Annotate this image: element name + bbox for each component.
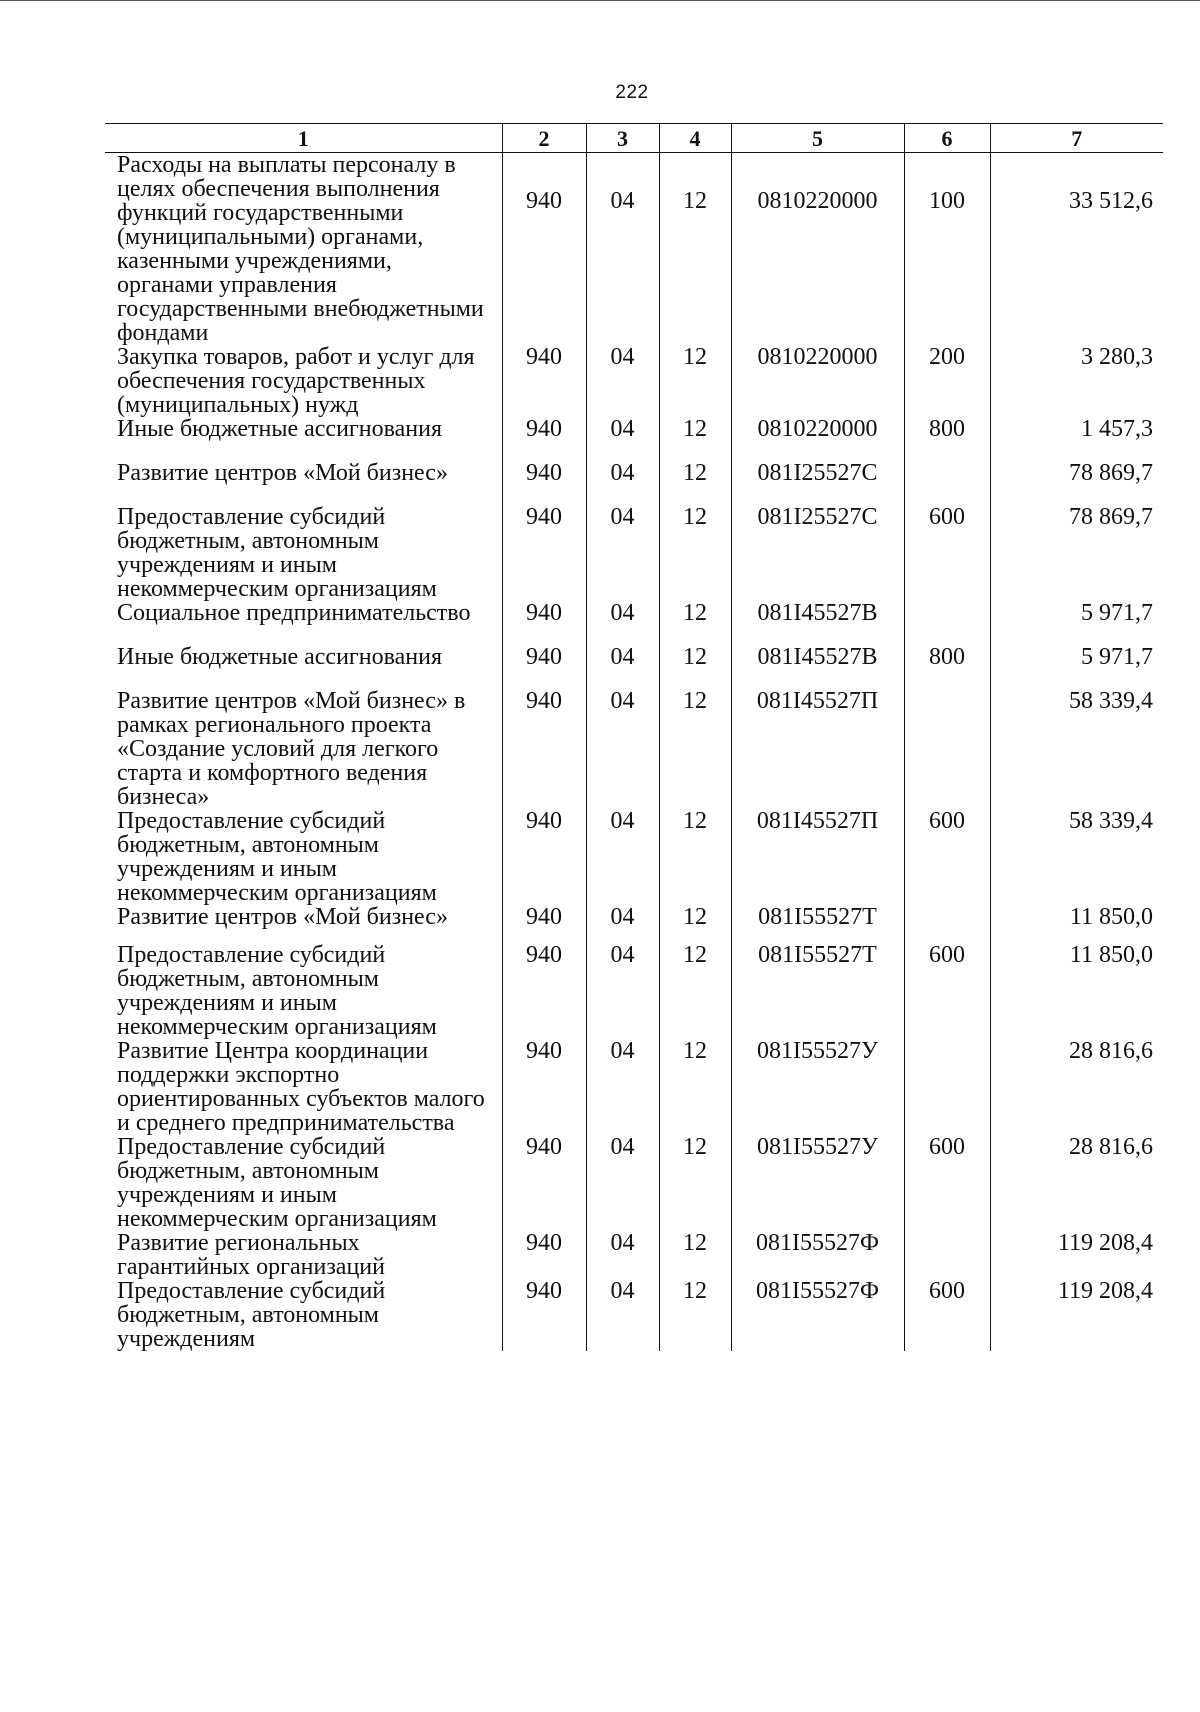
page-number: 222 [615, 82, 649, 103]
subsection-code: 12 [659, 689, 731, 809]
expense-type-code: 100 [904, 153, 990, 346]
target-article-code: 081I55527Ф [731, 1231, 904, 1279]
column-header: 4 [659, 124, 731, 153]
target-article-code: 081I45527B [731, 645, 904, 689]
target-article-code: 081I55527У [731, 1135, 904, 1231]
ministry-code: 940 [502, 417, 586, 461]
section-code: 04 [586, 417, 659, 461]
section-code: 04 [586, 689, 659, 809]
expense-type-code: 800 [904, 645, 990, 689]
section-code: 04 [586, 1039, 659, 1135]
expense-name: Предоставление субсидий бюджетным, автономным учреждениям и иным некоммерческим организациям [117, 808, 437, 906]
ministry-code: 940 [502, 1135, 586, 1231]
expense-name: Расходы на выплаты персоналу в целях обеспечения выполнения функций государственными (муниципальными) органами, казенными учреждениями, органами управления государственными внебюджетными фондами [117, 152, 484, 346]
target-article-code: 081I55527T [731, 905, 904, 943]
table-row [105, 417, 1163, 461]
table-row [105, 601, 1163, 645]
expense-name: Предоставление субсидий бюджетным, автономным учреждениям и иным некоммерческим организациям [117, 504, 437, 602]
target-article-code: 081I55527T [731, 943, 904, 1039]
ministry-code: 940 [502, 1279, 586, 1351]
subsection-code: 12 [659, 601, 731, 645]
target-article-code: 081I45527П [731, 689, 904, 809]
amount: 11 850,0 [990, 905, 1163, 943]
ministry-code: 940 [502, 943, 586, 1039]
ministry-code: 940 [502, 505, 586, 601]
expense-name: Развитие центров «Мой бизнес» в рамках регионального проекта «Создание условий для легкого старта и комфортного ведения бизнеса» [117, 688, 466, 810]
subsection-code: 12 [659, 1135, 731, 1231]
subsection-code: 12 [659, 809, 731, 905]
subsection-code: 12 [659, 461, 731, 505]
subsection-code: 12 [659, 1231, 731, 1279]
amount: 3 280,3 [990, 345, 1163, 417]
expense-type-code: 600 [904, 943, 990, 1039]
amount: 58 339,4 [990, 689, 1163, 809]
table-row [105, 345, 1163, 417]
table-row [105, 809, 1163, 905]
section-code: 04 [586, 153, 659, 346]
budget-table [105, 123, 1163, 1351]
table-row [105, 153, 1163, 346]
table-row [105, 505, 1163, 601]
expense-type-code [904, 689, 990, 809]
column-header: 3 [586, 124, 659, 153]
subsection-code: 12 [659, 943, 731, 1039]
expense-type-code: 600 [904, 1279, 990, 1351]
target-article-code: 0810220000 [731, 153, 904, 346]
expense-name: Предоставление субсидий бюджетным, автономным учреждениям и иным некоммерческим организациям [117, 942, 437, 1040]
section-code: 04 [586, 345, 659, 417]
target-article-code: 081I55527У [731, 1039, 904, 1135]
section-code: 04 [586, 1279, 659, 1351]
expense-type-code [904, 905, 990, 943]
expense-type-code: 600 [904, 1135, 990, 1231]
column-header: 6 [904, 124, 990, 153]
expense-type-code [904, 461, 990, 505]
section-code: 04 [586, 601, 659, 645]
amount: 33 512,6 [990, 153, 1163, 346]
section-code: 04 [586, 505, 659, 601]
ministry-code: 940 [502, 809, 586, 905]
table-row [105, 943, 1163, 1039]
amount: 1 457,3 [990, 417, 1163, 461]
subsection-code: 12 [659, 1039, 731, 1135]
expense-type-code: 800 [904, 417, 990, 461]
column-header: 5 [731, 124, 904, 153]
subsection-code: 12 [659, 345, 731, 417]
target-article-code: 081I45527П [731, 809, 904, 905]
column-header: 7 [990, 124, 1163, 153]
expense-type-code: 600 [904, 505, 990, 601]
subsection-code: 12 [659, 1279, 731, 1351]
table-row [105, 905, 1163, 943]
table-row [105, 1039, 1163, 1135]
ministry-code: 940 [502, 645, 586, 689]
section-code: 04 [586, 1231, 659, 1279]
table-row [105, 461, 1163, 505]
expense-type-code: 200 [904, 345, 990, 417]
section-code: 04 [586, 943, 659, 1039]
expense-name: Предоставление субсидий бюджетным, автономным учреждениям и иным некоммерческим организациям [117, 1134, 437, 1232]
expense-name: Развитие Центра координации поддержки экспортно ориентированных субъектов малого и среднего предпринимательства [117, 1038, 485, 1136]
ministry-code: 940 [502, 905, 586, 943]
subsection-code: 12 [659, 153, 731, 346]
column-header: 1 [105, 124, 502, 153]
table-body [105, 153, 1163, 1352]
section-code: 04 [586, 461, 659, 505]
amount: 5 971,7 [990, 601, 1163, 645]
section-code: 04 [586, 905, 659, 943]
page-top-border [0, 0, 1200, 1]
amount: 28 816,6 [990, 1039, 1163, 1135]
expense-name: Развитие центров «Мой бизнес» [117, 460, 448, 486]
expense-name: Иные бюджетные ассигнования [117, 644, 442, 670]
table-row [105, 1279, 1163, 1351]
ministry-code: 940 [502, 1231, 586, 1279]
ministry-code: 940 [502, 689, 586, 809]
target-article-code: 081I25527C [731, 505, 904, 601]
table-header-row [105, 124, 1163, 153]
target-article-code: 0810220000 [731, 345, 904, 417]
target-article-code: 0810220000 [731, 417, 904, 461]
subsection-code: 12 [659, 505, 731, 601]
expense-type-code [904, 1231, 990, 1279]
subsection-code: 12 [659, 417, 731, 461]
ministry-code: 940 [502, 461, 586, 505]
amount: 119 208,4 [990, 1231, 1163, 1279]
column-header: 2 [502, 124, 586, 153]
target-article-code: 081I55527Ф [731, 1279, 904, 1351]
expense-type-code [904, 1039, 990, 1135]
expense-type-code: 600 [904, 809, 990, 905]
table-row [105, 1135, 1163, 1231]
expense-name: Иные бюджетные ассигнования [117, 416, 442, 442]
amount: 58 339,4 [990, 809, 1163, 905]
amount: 5 971,7 [990, 645, 1163, 689]
section-code: 04 [586, 645, 659, 689]
expense-name: Закупка товаров, работ и услуг для обеспечения государственных (муниципальных) нужд [117, 344, 475, 418]
amount: 78 869,7 [990, 505, 1163, 601]
expense-type-code [904, 601, 990, 645]
table-row [105, 645, 1163, 689]
amount: 11 850,0 [990, 943, 1163, 1039]
expense-name: Предоставление субсидий бюджетным, автономным учреждениям [117, 1278, 386, 1352]
amount: 28 816,6 [990, 1135, 1163, 1231]
subsection-code: 12 [659, 645, 731, 689]
expense-name: Социальное предпринимательство [117, 600, 471, 626]
section-code: 04 [586, 1135, 659, 1231]
ministry-code: 940 [502, 345, 586, 417]
target-article-code: 081I45527B [731, 601, 904, 645]
expense-name: Развитие региональных гарантийных организаций [117, 1230, 385, 1280]
target-article-code: 081I25527C [731, 461, 904, 505]
expense-name: Развитие центров «Мой бизнес» [117, 904, 448, 930]
ministry-code: 940 [502, 601, 586, 645]
amount: 119 208,4 [990, 1279, 1163, 1351]
subsection-code: 12 [659, 905, 731, 943]
table-row [105, 1231, 1163, 1279]
section-code: 04 [586, 809, 659, 905]
ministry-code: 940 [502, 1039, 586, 1135]
table-row [105, 689, 1163, 809]
ministry-code: 940 [502, 153, 586, 346]
amount: 78 869,7 [990, 461, 1163, 505]
